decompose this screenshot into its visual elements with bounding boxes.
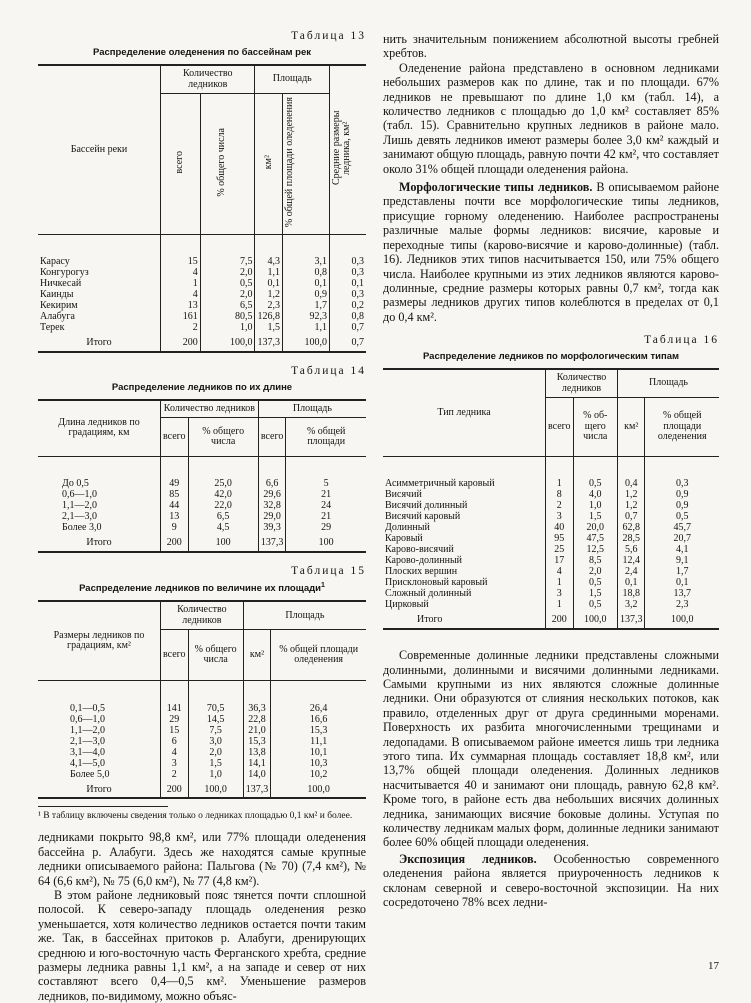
right-paragraph-1: Оледенение района представлено в основном ледниками небольших размеров как по длине, так и по площади. 67% ледников не превышают по длине 1,0 км (табл. 14), а количество ледников с площадью до 1,0 км² составляет 85% (табл. 15). Сравнительно крупных ледников в районе мало. Лишь девять ледников имеют размеры более 3,0 км² каждый и занимают общую площадь, равную почти 42 км², что составляет около 31% общей площади оледенения района. <box>383 60 719 176</box>
t13-header-avg: Средние размеры ледника, км² <box>329 65 366 234</box>
table-row: Плоских вершин 4 2,0 2,4 1,7 <box>383 567 719 578</box>
t13-header-pct: % общего числа <box>200 94 255 235</box>
table-row: До 0,5 49 25,0 6,6 5 <box>38 457 366 491</box>
table-row: Каинды 4 2,0 1,2 0,9 0,3 <box>40 288 364 300</box>
table-14-number: Таблица 14 <box>291 364 366 377</box>
table-row: 1,1—2,0 44 22,0 32,8 24 <box>38 501 366 512</box>
t16-header-pctarea: % общей площади оледенения <box>645 398 719 457</box>
left-column <box>38 30 366 1003</box>
table-total-row: Итого 200 100,0 137,3 100,0 0,7 <box>38 334 366 352</box>
t15-header-pct: % общего числа <box>188 630 243 681</box>
table-row: 0,6—1,0 29 14,5 22,8 16,6 <box>38 714 366 725</box>
table-total-row: Итого 200 100 137,3 100 <box>38 534 366 552</box>
t13-header-km2: км² <box>255 94 283 235</box>
table-row: 0,6—1,0 85 42,0 29,6 21 <box>38 490 366 501</box>
t13-header-total: всего <box>161 94 201 235</box>
table-13-title: Распределение оледенения по бассейнам рек <box>92 47 312 58</box>
table-13-number: Таблица 13 <box>291 30 366 42</box>
t13-header-area: Площадь <box>255 65 330 94</box>
table-row: Присклоновый каровый 1 0,5 0,1 0,1 <box>383 578 719 589</box>
table-15 <box>38 600 366 799</box>
table-row: Более 3,0 9 4,5 39,3 29 <box>38 523 366 534</box>
table-row: Карасу 15 7,5 4,3 3,1 0,3 <box>38 234 366 268</box>
t14-header-pct: % общего числа <box>188 418 258 457</box>
table-15-title: Распределение ледников по величине их площади$^1$ <box>79 582 325 595</box>
table-row: 0,1—0,5 141 70,5 36,3 26,4 <box>38 681 366 715</box>
t13-header-basin: Бассейн реки <box>38 65 161 234</box>
table-13 <box>38 64 366 353</box>
table-total-row: Итого 200 100,0 137,3 100,0 <box>383 611 719 629</box>
t14-header-pctarea: % общей площади <box>286 418 366 457</box>
t15-header-km2: км² <box>243 630 271 681</box>
table-total-row: Итого 200 100,0 137,3 100,0 <box>38 780 366 798</box>
right-column <box>383 32 719 909</box>
table-14 <box>38 399 366 554</box>
table-row: Асимметричный каровый 1 0,5 0,4 0,3 <box>383 457 719 491</box>
table-row: Висячий 8 4,0 1,2 0,9 <box>383 490 719 501</box>
table-row: 2,1—3,0 13 6,5 29,0 21 <box>38 512 366 523</box>
right-paragraph-0: нить значительным понижением абсолютной высоты гребней хребтов. <box>383 32 719 61</box>
table-15-number: Таблица 15 <box>291 565 366 578</box>
t16-header-pct: % общего числа <box>573 398 617 457</box>
table-row: Карово-висячий 25 12,5 5,6 4,1 <box>383 545 719 556</box>
table-row: 3,1—4,0 4 2,0 13,8 10,1 <box>38 747 366 758</box>
footnote-marker: 1 <box>321 582 325 590</box>
t15-header-pctarea: % общей площади оледенения <box>271 630 366 681</box>
table-row: Висячий долинный 2 1,0 1,2 0,9 <box>383 501 719 512</box>
t13-header-count: Количество ледников <box>161 65 255 94</box>
right-paragraph-3: Современные долинные ледники представлены сложными долинными, долинными и висячими долинными ледниками. Самыми крупными из них являются сложные долинные ледники. Они образуются от слияния нескольких потоков, как правило, отделенных друг от друга срединными моренами. Поверхность их разбита многочисленными трещинами и ледопадами. В описываемом районе имеется лишь три ледника этого типа. Их суммарная площадь составляет 18,8 км², или 13,7% общей площади оледенения. Долинных ледников насчитывается 40 и занимают они площадь, равную 62,8 км². Кроме того, в районе есть два небольших висячих долинных ледника, занимающих висячие боковые долины. Уступая по количеству ледникам малых форм, долинные ледники занимают более 60% общей площади оледенения. <box>383 648 719 850</box>
section-heading: Экспозиция ледников. <box>399 851 537 866</box>
t15-header-total: всего <box>161 630 189 681</box>
footnote: ¹ В таблицу включены сведения только о ледниках площадью 0,1 км² и более. <box>38 806 168 822</box>
section-heading: Морфологические типы ледников. <box>399 180 593 195</box>
table-row: Терек 2 1,0 1,5 1,1 0,7 <box>40 321 364 333</box>
t16-header-area: Площадь <box>617 369 719 398</box>
table-row: Долинный 40 20,0 62,8 45,7 <box>383 523 719 534</box>
table-row: Ничкесай 1 0,5 0,1 0,1 0,1 <box>40 277 364 289</box>
t14-header-length: Длина ледников по градациям, км <box>38 400 161 457</box>
right-paragraph-2: Морфологические типы ледников. В описываемом районе представлены почти все морфологические типы ледников, присущие горному оледенению. Наиболее распространены различные малые формы ледников: висячие, каровые и переходные типы (карово-висячие и карово-долинные) (табл. 16). Ледников этих типов насчитывается 150, или 75% общего числа. Наиболее крупными из этих ледников являются карово-долинные, средние размеры которых равны 0,7 км², тогда как размеры ледников других типов колеблются в пределах от 0,1 до 0,4 км². <box>383 180 720 324</box>
right-paragraph-4: Экспозиция ледников. Особенностью современного оледенения района является приуроченность ледников к склонам северной и северо-восточной экспозиции. На них сосредоточено 78% всех ледни- <box>383 851 719 910</box>
table-16-title: Распределение ледников по морфологическим типам <box>422 351 680 363</box>
t16-header-count: Количество ледников <box>546 369 618 398</box>
t15-header-size: Размеры ледников по градациям, км² <box>38 601 161 681</box>
t16-header-total: всего <box>546 398 574 457</box>
table-row: Более 5,0 2 1,0 14,0 10,2 <box>38 769 366 780</box>
t14-header-area: Площадь <box>258 400 366 418</box>
t14-header-area-total: всего <box>258 418 286 457</box>
t15-header-count: Количество ледников <box>161 601 244 630</box>
table-row: Карово-долинный 17 8,5 12,4 9,1 <box>383 556 719 567</box>
table-row: Висячий каровый 3 1,5 0,7 0,5 <box>383 512 719 523</box>
table-16-number: Таблица 16 <box>644 334 719 347</box>
table-row: Конгурогуз 4 2,0 1,1 0,8 0,3 <box>40 266 364 278</box>
table-16 <box>383 368 719 630</box>
t14-header-total: всего <box>161 418 189 457</box>
left-paragraph-1: ледниками покрыто 98,8 км², или 77% площади оледенения бассейна р. Алабуги. Здесь же находятся самые крупные ледники описываемого района: Пальгова (№ 70) (7,4 км²), № 64 (6,6 км²), № 75 (6,0 км²), № 77 (4,8 км²). <box>38 830 366 888</box>
table-row: Сложный долинный 3 1,5 18,8 13,7 <box>383 589 719 600</box>
table-14-title: Распределение ледников по их длине <box>111 381 293 393</box>
table-row: Каровый 95 47,5 28,5 20,7 <box>383 534 719 545</box>
table-row: 2,1—3,0 6 3,0 15,3 11,1 <box>38 736 366 747</box>
page-number: 17 <box>708 960 719 972</box>
t13-header-pctarea: % общей площади оледенения <box>282 94 329 235</box>
t16-header-km2: км² <box>617 398 645 457</box>
table-row: Алабуга 161 80,5 126,8 92,3 0,8 <box>40 310 364 322</box>
table-row: Кекирим 13 6,5 2,3 1,7 0,2 <box>40 299 364 311</box>
table-row: Цирковый 1 0,5 3,2 2,3 <box>383 600 719 611</box>
left-paragraph-2: В этом районе ледниковый пояс тянется почти сплошной полосой. К северо-западу площадь оледенения резко уменьшается, хотя количество ледников остается почти таким же. Так, в бассейнах притоков р. Алабуги, дренирующих среднюю и юго-восточную часть Ферганского хребта, средние размеры ледника равны 1,1 км², а на западе и север от них составляют всего 0,4—0,5 км². Уменьшение размеров ледников, по-видимому, можно объяс- <box>38 887 366 1003</box>
table-row: 4,1—5,0 3 1,5 14,1 10,3 <box>38 758 366 769</box>
t14-header-count: Количество ледников <box>161 400 259 418</box>
table-row: 1,1—2,0 15 7,5 21,0 15,3 <box>38 725 366 736</box>
t15-header-area: Площадь <box>243 601 366 630</box>
t16-header-type: Тип ледника <box>383 369 546 457</box>
